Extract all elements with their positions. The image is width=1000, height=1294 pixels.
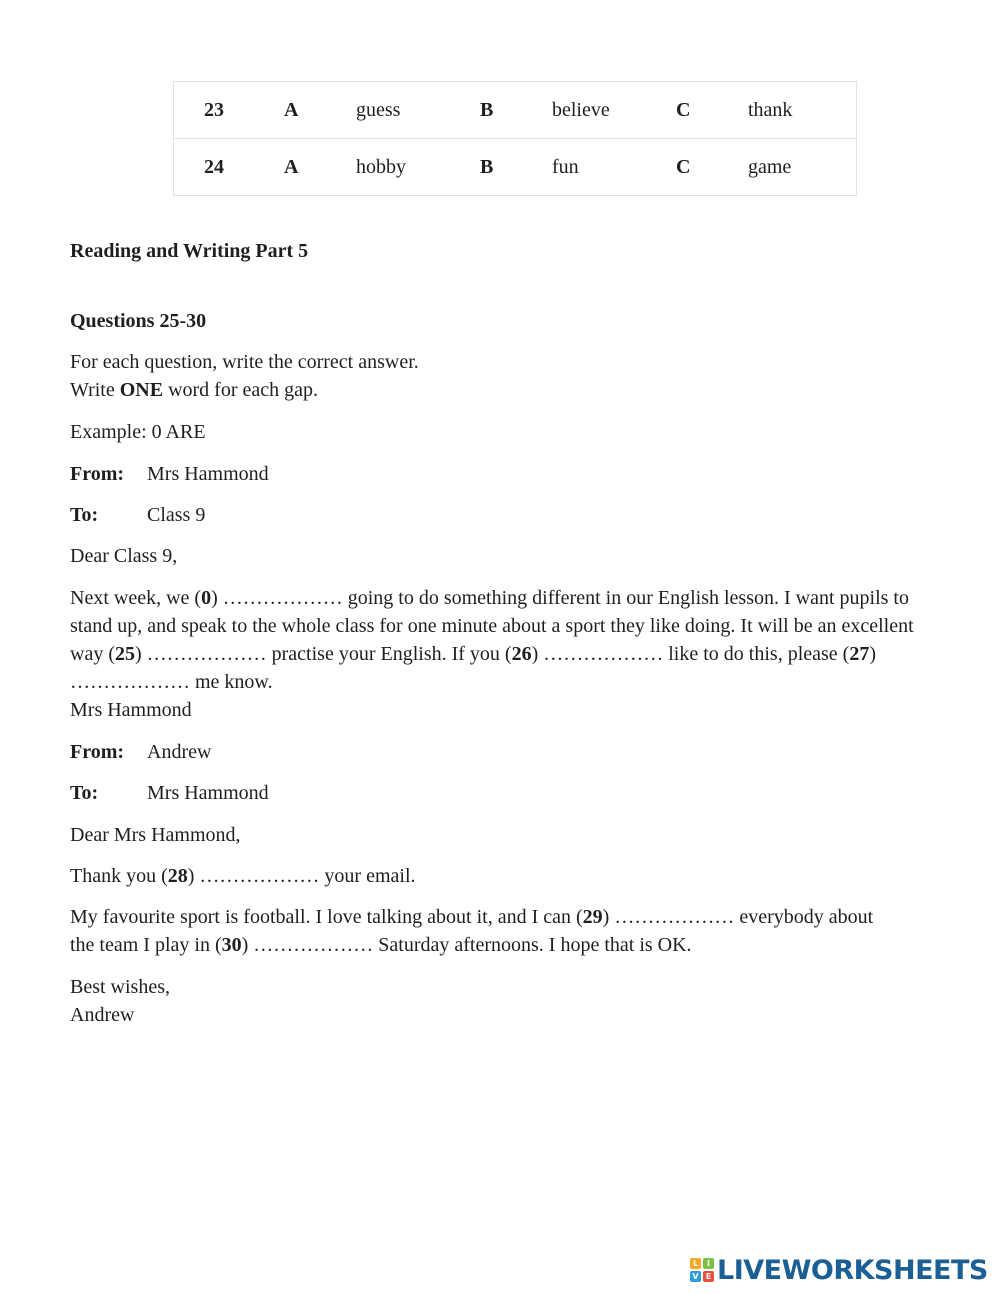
gap-number: 26	[511, 643, 532, 665]
section-title: Reading and Writing Part 5	[70, 240, 309, 262]
option-word: fun	[552, 139, 676, 196]
instruction-line: Write ONE word for each gap.	[70, 379, 319, 401]
email2-closing: Best wishes, Andrew	[70, 973, 170, 1029]
gap-number: 29	[582, 906, 603, 928]
logo-icon-tile: E	[703, 1271, 714, 1282]
email2-from: From: Andrew	[70, 741, 212, 763]
question-number: 23	[174, 82, 285, 139]
email1-signature: Mrs Hammond	[70, 699, 192, 721]
email2-signature: Andrew	[70, 1004, 135, 1026]
option-word: believe	[552, 82, 676, 139]
gap-number: 28	[167, 865, 188, 887]
gap-number: 30	[221, 934, 242, 956]
questions-title: Questions 25-30	[70, 310, 207, 332]
logo-icon-tile: L	[690, 1258, 701, 1269]
email2-thanks: Thank you (28) ……………… your email.	[70, 865, 416, 887]
email1-to: To: Class 9	[70, 504, 206, 526]
answer-options-table	[173, 81, 857, 196]
option-letter: B	[480, 82, 552, 139]
liveworksheets-logo	[690, 1254, 988, 1286]
option-word: guess	[356, 82, 480, 139]
gap-number: 0	[201, 587, 212, 609]
option-letter: A	[284, 82, 356, 139]
email1-from: From: Mrs Hammond	[70, 463, 269, 485]
instruction-line: For each question, write the correct answer.	[70, 351, 419, 373]
email2-greeting: Dear Mrs Hammond,	[70, 824, 241, 846]
gap-number: 25	[114, 643, 135, 665]
question-number: 24	[174, 139, 285, 196]
email2-body: My favourite sport is football. I love talking about it, and I can (29) ……………… everybody about the team I play in (30) ……………… Saturday afternoons. I hope that is OK.	[70, 906, 874, 956]
instructions	[70, 348, 419, 404]
option-letter: B	[480, 139, 552, 196]
logo-icon-tile: I	[703, 1258, 714, 1269]
option-word: thank	[748, 82, 857, 139]
email2-to: To: Mrs Hammond	[70, 782, 269, 804]
table-row	[174, 139, 857, 196]
logo-icon-tile: V	[690, 1271, 701, 1282]
logo-text: LIVEWORKSHEETS	[717, 1254, 988, 1286]
option-word: hobby	[356, 139, 480, 196]
gap-number: 27	[849, 643, 870, 665]
logo-icon	[690, 1258, 714, 1282]
email1-body: Next week, we (0) ……………… going to do something different in our English lesson. I want pupils to stand up, and speak to the whole class for one minute about a sport they like doing. It will be an excellent way (25) ……………… practise your English. If you (26) ……………… like to do this, please (27) ……………… me know. Mrs Hammond	[70, 584, 920, 724]
option-letter: C	[676, 82, 748, 139]
example: Example: 0 ARE	[70, 421, 206, 443]
option-word: game	[748, 139, 857, 196]
option-letter: C	[676, 139, 748, 196]
table-row	[174, 82, 857, 139]
email1-greeting: Dear Class 9,	[70, 545, 178, 567]
option-letter: A	[284, 139, 356, 196]
